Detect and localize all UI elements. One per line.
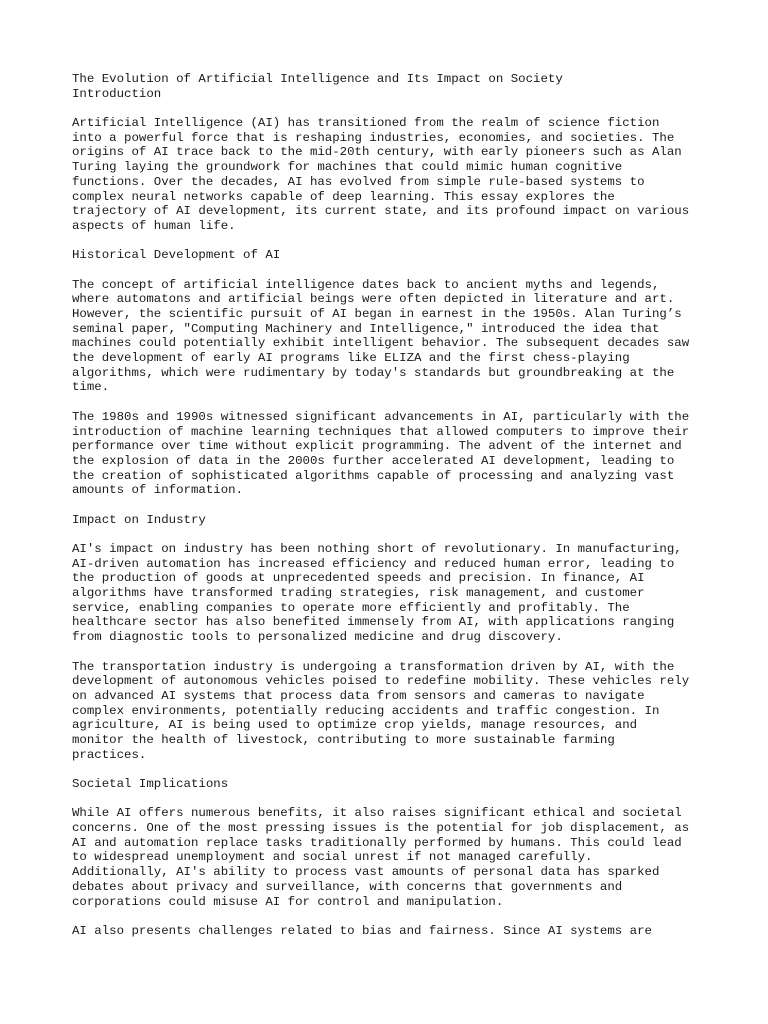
text-line: practices.	[72, 747, 147, 762]
text-line: origins of AI trace back to the mid-20th century, with early pioneers such as Alan	[72, 145, 682, 160]
title-block	[72, 72, 712, 101]
paragraph-societal-1	[72, 806, 712, 909]
text-line: Additionally, AI's ability to process vast amounts of personal data has sparked	[72, 865, 660, 880]
paragraph-industry-2	[72, 660, 712, 763]
text-line: debates about privacy and surveillance, with concerns that governments and	[72, 879, 623, 894]
text-line: algorithms have transformed trading strategies, risk management, and customer	[72, 586, 645, 601]
text-line: functions. Over the decades, AI has evolved from simple rule-based systems to	[72, 174, 645, 189]
text-line: While AI offers numerous benefits, it also raises significant ethical and societal	[72, 806, 682, 821]
text-line: the development of early AI programs like ELIZA and the first chess-playing	[72, 351, 630, 366]
text-line: amounts of information.	[72, 483, 244, 498]
text-line: trajectory of AI development, its current state, and its profound impact on various	[72, 204, 690, 219]
text-line: where automatons and artificial beings were often depicted in literature and art.	[72, 292, 675, 307]
section-heading-industry	[72, 513, 712, 528]
text-line: the creation of sophisticated algorithms capable of processing and analyzing vast	[72, 468, 675, 483]
text-line: to widespread unemployment and social unrest if not managed carefully.	[72, 850, 593, 865]
text-line: from diagnostic tools to personalized medicine and drug discovery.	[72, 630, 563, 645]
text-line: The 1980s and 1990s witnessed significant advancements in AI, particularly with the	[72, 409, 690, 424]
section-heading-societal	[72, 777, 712, 792]
paragraph-industry-1	[72, 542, 712, 645]
text-line: AI also presents challenges related to bias and fairness. Since AI systems are	[72, 923, 652, 938]
heading-text: Societal Implications	[72, 777, 229, 791]
text-line: development of autonomous vehicles poised to redefine mobility. These vehicles rely	[72, 674, 690, 689]
section-heading-history	[72, 248, 712, 263]
text-line: AI and automation replace tasks traditionally performed by humans. This could lead	[72, 835, 682, 850]
text-line: healthcare sector has also benefited immensely from AI, with applications ranging	[72, 615, 675, 630]
text-line: AI-driven automation has increased efficiency and reduced human error, leading to	[72, 556, 675, 571]
heading-text: Historical Development of AI	[72, 248, 281, 263]
text-line: seminal paper, "Computing Machinery and Intelligence," introduced the idea that	[72, 321, 660, 336]
text-line: monitor the health of livestock, contributing to more sustainable farming	[72, 732, 615, 747]
document-title: The Evolution of Artificial Intelligence and Its Impact on Society	[72, 72, 563, 86]
text-line: The transportation industry is undergoing a transformation driven by AI, with the	[72, 659, 675, 674]
text-line: corporations could misuse AI for control and manipulation.	[72, 894, 504, 909]
text-line: introduction of machine learning techniques that allowed computers to improve their	[72, 424, 690, 439]
text-line: time.	[72, 380, 110, 395]
text-line: into a powerful force that is reshaping industries, economies, and societies. The	[72, 130, 675, 145]
document-page	[72, 72, 712, 953]
section-heading-introduction: Introduction	[72, 86, 162, 101]
text-line: AI's impact on industry has been nothing short of revolutionary. In manufacturing,	[72, 542, 682, 556]
paragraph-introduction	[72, 116, 712, 234]
text-line: agriculture, AI is being used to optimize crop yields, manage resources, and	[72, 718, 638, 733]
text-line: Artificial Intelligence (AI) has transitioned from the realm of science fiction	[72, 116, 660, 131]
text-line: the production of goods at unprecedented speeds and precision. In finance, AI	[72, 571, 645, 586]
paragraph-history-1	[72, 278, 712, 396]
text-line: machines could potentially exhibit intelligent behavior. The subsequent decades saw	[72, 336, 690, 351]
text-line: concerns. One of the most pressing issues is the potential for job displacement, as	[72, 821, 690, 836]
paragraph-history-2	[72, 410, 712, 498]
heading-text: Impact on Industry	[72, 512, 206, 527]
text-line: However, the scientific pursuit of AI began in earnest in the 1950s. Alan Turing’s	[72, 307, 682, 321]
text-line: Turing laying the groundwork for machines that could mimic human cognitive	[72, 160, 623, 175]
paragraph-societal-2	[72, 924, 712, 939]
text-line: the explosion of data in the 2000s further accelerated AI development, leading to	[72, 453, 675, 468]
text-line: on advanced AI systems that process data from sensors and cameras to navigate	[72, 688, 645, 703]
text-line: complex neural networks capable of deep learning. This essay explores the	[72, 189, 615, 204]
text-line: algorithms, which were rudimentary by today's standards but groundbreaking at the	[72, 365, 675, 380]
text-line: aspects of human life.	[72, 218, 236, 233]
text-line: The concept of artificial intelligence dates back to ancient myths and legends,	[72, 277, 660, 292]
text-line: performance over time without explicit programming. The advent of the internet and	[72, 439, 682, 454]
text-line: service, enabling companies to operate more efficiently and profitably. The	[72, 600, 630, 615]
text-line: complex environments, potentially reducing accidents and traffic congestion. In	[72, 703, 660, 718]
